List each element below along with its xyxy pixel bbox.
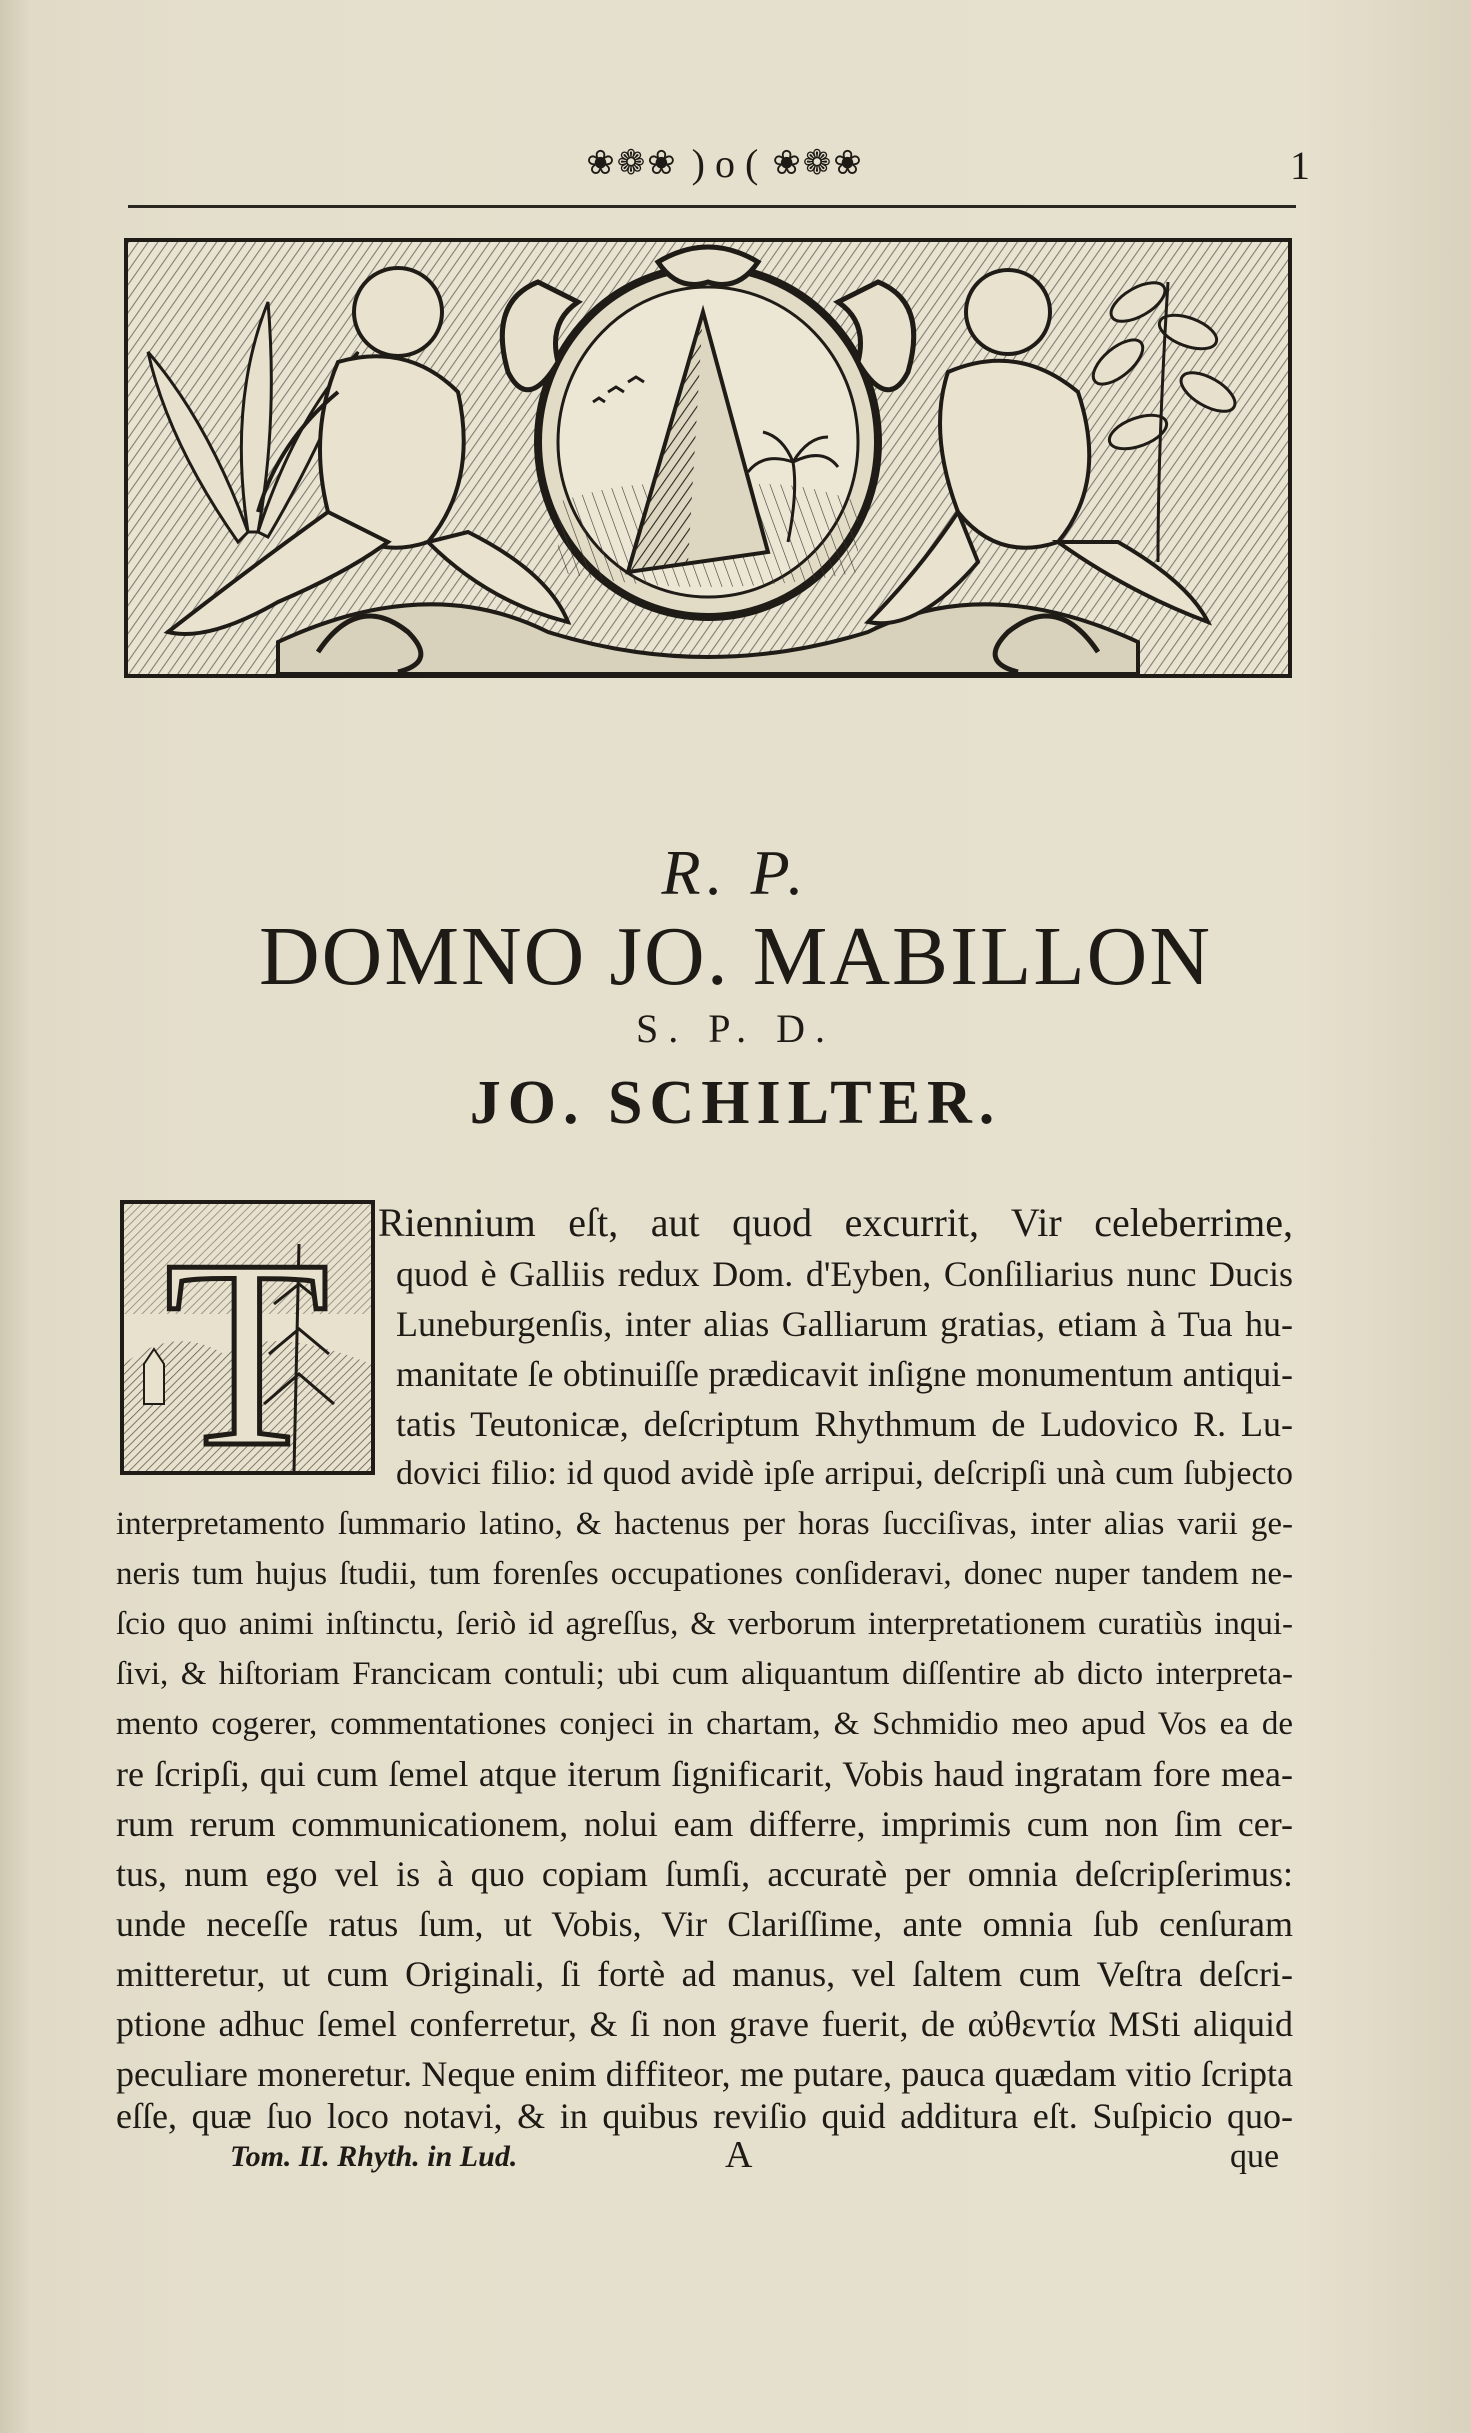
fleuron-left-icon: ❀❁❀ bbox=[586, 145, 678, 182]
title-addressee: DOMNO JO. MABILLON bbox=[259, 910, 1212, 1003]
body-line-4: manitate ſe obtinuiſſe prædicavit inſigne monumentum antiqui- bbox=[396, 1354, 1293, 1394]
body-line-8: neris tum hujus ſtudii, tum forenſes occupationes conſideravi, donec nuper tandem ne- bbox=[116, 1556, 1293, 1592]
headpiece-illustration-icon bbox=[128, 242, 1288, 674]
header-rule bbox=[128, 205, 1296, 208]
body-line-12: re ſcripſi, qui cum ſemel atque iterum ſignificarit, Vobis haud ingratam fore mea- bbox=[116, 1754, 1293, 1794]
body-line-6: dovici filio: id quod avidè ipſe arripui, deſcripſi unà cum ſubjecto bbox=[396, 1455, 1293, 1492]
body-line-17: ptione adhuc ſemel conferretur, & ſi non grave fuerit, de αὐθεντία MSti aliquid bbox=[116, 2004, 1293, 2044]
body-line-19: eſſe, quæ ſuo loco notavi, & in quibus reviſio quid additura eſt. Suſpicio quo- bbox=[116, 2096, 1293, 2136]
decorated-initial-t bbox=[120, 1200, 375, 1475]
svg-text:T: T bbox=[164, 1204, 330, 1471]
body-line-10: ſivi, & hiſtoriam Francicam contuli; ubi cum aliquantum diſſentire ab dicto interpreta- bbox=[116, 1656, 1293, 1692]
body-line-13: rum rerum communicationem, nolui eam differre, imprimis cum non ſim cer- bbox=[116, 1804, 1293, 1844]
page-number: 1 bbox=[1290, 143, 1310, 188]
body-line-5: tatis Teutonicæ, deſcriptum Rhythmum de Ludovico R. Lu- bbox=[396, 1404, 1293, 1444]
body-line-14: tus, num ego vel is à quo copiam ſumſi, accuratè per omnia deſcripſerimus: bbox=[116, 1854, 1293, 1894]
title-author: JO. SCHILTER. bbox=[469, 1069, 1002, 1137]
body-line-16: mitteretur, ut cum Originali, ſi fortè ad manus, vel ſaltem cum Veſtra deſcri- bbox=[116, 1954, 1293, 1994]
running-head-ornament bbox=[560, 138, 890, 188]
ornament-center: ) o ( bbox=[691, 140, 759, 186]
fleuron-right-icon: ❀❁❀ bbox=[772, 145, 864, 182]
initial-t-landscape-icon bbox=[124, 1204, 371, 1471]
body-line-15: unde neceſſe ratus ſum, ut Vobis, Vir Clariſſime, ante omnia ſub cenſuram bbox=[116, 1904, 1293, 1944]
body-line-2: quod è Galliis redux Dom. d'Eyben, Conſiliarius nunc Ducis bbox=[396, 1254, 1293, 1294]
body-line-18: peculiare moneretur. Neque enim diffiteor, me putare, pauca quædam vitio ſcripta bbox=[116, 2054, 1293, 2094]
title-rp: R. P. bbox=[661, 837, 810, 908]
engraved-headpiece bbox=[124, 238, 1292, 678]
title-salutation: S. P. D. bbox=[636, 1006, 835, 1051]
signature-line: Tom. II. Rhyth. in Lud. bbox=[230, 2140, 518, 2173]
catchword: que bbox=[1230, 2138, 1280, 2175]
body-line-3: Luneburgenſis, inter alias Galliarum gratias, etiam à Tua hu- bbox=[396, 1304, 1293, 1344]
body-line-1: Riennium eſt, aut quod excurrit, Vir celeberrime, bbox=[378, 1200, 1293, 1245]
body-line-7: interpretamento ſummario latino, & hactenus per horas ſucciſivas, inter alias varii ge- bbox=[116, 1506, 1293, 1542]
body-line-11: mento cogerer, commentationes conjeci in chartam, & Schmidio meo apud Vos ea de bbox=[116, 1706, 1293, 1742]
body-line-9: ſcio quo animi inſtinctu, ſeriò id agreſſus, & verborum interpretationem curatiùs inqui- bbox=[116, 1606, 1293, 1642]
sheet-mark: A bbox=[725, 2134, 753, 2176]
